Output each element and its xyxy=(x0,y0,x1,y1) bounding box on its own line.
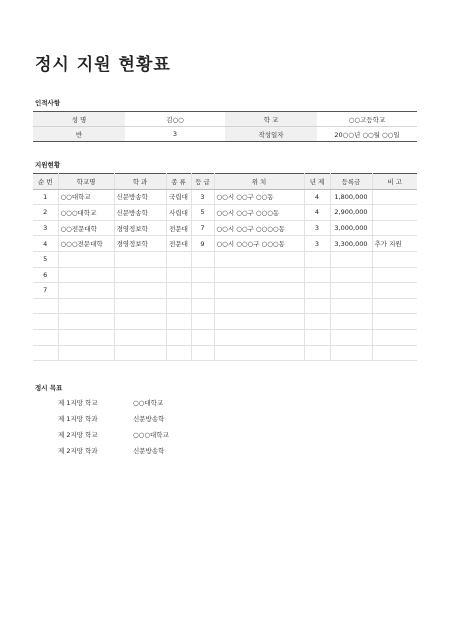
school-name-cell: ○○○전문대학 xyxy=(58,236,114,252)
grade-cell xyxy=(191,314,214,330)
application-row xyxy=(33,345,417,361)
program-years-cell xyxy=(304,314,330,330)
application-row xyxy=(33,267,417,283)
program-years-cell: 4 xyxy=(304,205,330,221)
school-name-cell: ○○전문대학 xyxy=(58,220,114,236)
col-header-location: 위 치 xyxy=(214,174,304,190)
school-type-cell: 전문대 xyxy=(166,236,191,252)
page-title: 정시 지원 현황표 xyxy=(35,55,171,75)
goal-row xyxy=(33,427,417,443)
application-row xyxy=(33,314,417,330)
school-name-cell xyxy=(58,267,114,283)
program-years-cell: 4 xyxy=(304,189,330,205)
program-years-cell: 3 xyxy=(304,220,330,236)
school-name-cell xyxy=(58,314,114,330)
school-type-cell xyxy=(166,314,191,330)
application-row xyxy=(33,205,417,221)
row-number-cell xyxy=(33,329,58,345)
grade-cell xyxy=(191,329,214,345)
school-type-cell: 전문대 xyxy=(166,220,191,236)
location-cell: ○○시 ○○구 ○○동 xyxy=(214,189,304,205)
note-cell xyxy=(372,345,417,361)
row-number-cell: 2 xyxy=(33,205,58,221)
note-cell xyxy=(372,267,417,283)
row-number-cell: 4 xyxy=(33,236,58,252)
goal-row xyxy=(33,395,417,411)
personal-info-heading: 인적사항 xyxy=(35,99,61,107)
school-name-cell xyxy=(58,283,114,299)
application-row xyxy=(33,251,417,267)
grade-cell xyxy=(191,298,214,314)
goal-label: 제 1지망 학과 xyxy=(58,415,98,424)
col-header-years: 년 제 xyxy=(304,174,330,190)
school-name-cell xyxy=(58,329,114,345)
school-type-cell xyxy=(166,345,191,361)
goal-label: 제 1지망 학교 xyxy=(58,399,98,408)
row-number-cell xyxy=(33,298,58,314)
col-header-type: 종 류 xyxy=(166,174,191,190)
school-label: 학 교 xyxy=(225,112,317,127)
location-cell xyxy=(214,329,304,345)
location-cell: ○○시 ○○○구 ○○○동 xyxy=(214,236,304,252)
application-row xyxy=(33,220,417,236)
note-cell xyxy=(372,314,417,330)
row-number-cell: 6 xyxy=(33,267,58,283)
class-value: 3 xyxy=(172,130,178,138)
program-years-cell xyxy=(304,298,330,314)
location-cell xyxy=(214,345,304,361)
tuition-cell xyxy=(330,251,372,267)
department-cell xyxy=(114,314,166,330)
goal-value: ○○○대학교 xyxy=(133,430,169,439)
goal-row xyxy=(33,442,417,458)
application-row xyxy=(33,236,417,252)
date-value: 20○○년 ○○월 ○○일 xyxy=(334,130,400,139)
note-cell xyxy=(372,205,417,221)
grade-cell xyxy=(191,267,214,283)
note-cell xyxy=(372,329,417,345)
tuition-cell xyxy=(330,283,372,299)
row-number-cell: 1 xyxy=(33,189,58,205)
tuition-cell xyxy=(330,329,372,345)
program-years-cell xyxy=(304,329,330,345)
grade-cell xyxy=(191,251,214,267)
school-type-cell xyxy=(166,329,191,345)
program-years-cell xyxy=(304,251,330,267)
department-cell xyxy=(114,329,166,345)
department-cell: 신문방송학 xyxy=(114,189,166,205)
location-cell xyxy=(214,298,304,314)
tuition-cell: 2,900,000 xyxy=(330,205,372,221)
row-number-cell: 5 xyxy=(33,251,58,267)
department-cell xyxy=(114,283,166,299)
grade-cell xyxy=(191,345,214,361)
school-type-cell xyxy=(166,267,191,283)
location-cell xyxy=(214,314,304,330)
col-header-dept: 학 과 xyxy=(114,174,166,190)
program-years-cell xyxy=(304,267,330,283)
note-cell xyxy=(372,298,417,314)
department-cell xyxy=(114,251,166,267)
note-cell xyxy=(372,283,417,299)
note-cell xyxy=(372,220,417,236)
application-row xyxy=(33,298,417,314)
col-header-school: 학교명 xyxy=(58,174,114,190)
tuition-cell: 3,000,000 xyxy=(330,220,372,236)
application-row xyxy=(33,189,417,205)
col-header-no: 순 번 xyxy=(33,174,58,190)
goal-value: 신문방송학 xyxy=(133,415,165,424)
tuition-cell: 3,300,000 xyxy=(330,236,372,252)
goal-value: 신문방송학 xyxy=(133,446,165,455)
school-type-cell: 국립대 xyxy=(166,189,191,205)
row-number-cell xyxy=(33,345,58,361)
goals-table xyxy=(33,395,417,458)
department-cell xyxy=(114,345,166,361)
location-cell: ○○시 ○○구 ○○○○동 xyxy=(214,220,304,236)
location-cell xyxy=(214,283,304,299)
school-type-cell xyxy=(166,251,191,267)
location-cell xyxy=(214,267,304,283)
name-value: 김○○ xyxy=(125,112,225,127)
row-number-cell: 3 xyxy=(33,220,58,236)
application-row xyxy=(33,283,417,299)
personal-info-row xyxy=(33,112,417,127)
tuition-cell: 1,800,000 xyxy=(330,189,372,205)
tuition-cell xyxy=(330,267,372,283)
grade-cell xyxy=(191,283,214,299)
note-cell xyxy=(372,251,417,267)
goal-label: 제 2지망 학교 xyxy=(58,430,98,439)
school-type-cell: 사립대 xyxy=(166,205,191,221)
note-cell xyxy=(372,189,417,205)
application-row xyxy=(33,329,417,345)
school-value: ○○고등학교 xyxy=(317,112,417,127)
department-cell xyxy=(114,298,166,314)
department-cell: 경영정보학 xyxy=(114,220,166,236)
school-type-cell xyxy=(166,298,191,314)
applications-header-row xyxy=(33,174,417,190)
class-label: 반 xyxy=(33,127,125,142)
tuition-cell xyxy=(330,298,372,314)
personal-info-table xyxy=(33,111,417,142)
col-header-note: 비 고 xyxy=(372,174,417,190)
grade-cell: 3 xyxy=(191,189,214,205)
goal-value: ○○대학교 xyxy=(133,399,164,408)
school-name-cell xyxy=(58,251,114,267)
grade-cell: 9 xyxy=(191,236,214,252)
school-name-cell: ○○○대학교 xyxy=(58,205,114,221)
school-type-cell xyxy=(166,283,191,299)
school-name-cell xyxy=(58,345,114,361)
grade-cell: 7 xyxy=(191,220,214,236)
department-cell: 경영정보학 xyxy=(114,236,166,252)
location-cell xyxy=(214,251,304,267)
tuition-cell xyxy=(330,314,372,330)
col-header-grade: 등 급 xyxy=(191,174,214,190)
row-number-cell xyxy=(33,314,58,330)
goal-label: 제 2지망 학과 xyxy=(58,446,98,455)
department-cell xyxy=(114,267,166,283)
department-cell: 신문방송학 xyxy=(114,205,166,221)
personal-info-row xyxy=(33,127,417,142)
goals-heading: 정시 목표 xyxy=(35,384,63,392)
program-years-cell: 3 xyxy=(304,236,330,252)
program-years-cell xyxy=(304,345,330,361)
applications-table xyxy=(33,173,417,361)
grade-cell: 5 xyxy=(191,205,214,221)
name-label: 성 명 xyxy=(33,112,125,127)
location-cell: ○○시 ○○구 ○○○동 xyxy=(214,205,304,221)
applications-heading: 지원현황 xyxy=(35,161,61,169)
note-cell: 추가 지원 xyxy=(372,236,417,252)
school-name-cell: ○○대학교 xyxy=(58,189,114,205)
row-number-cell: 7 xyxy=(33,283,58,299)
col-header-tuition: 등록금 xyxy=(330,174,372,190)
goal-row xyxy=(33,411,417,427)
program-years-cell xyxy=(304,283,330,299)
date-label: 작성일자 xyxy=(225,127,317,142)
tuition-cell xyxy=(330,345,372,361)
school-name-cell xyxy=(58,298,114,314)
